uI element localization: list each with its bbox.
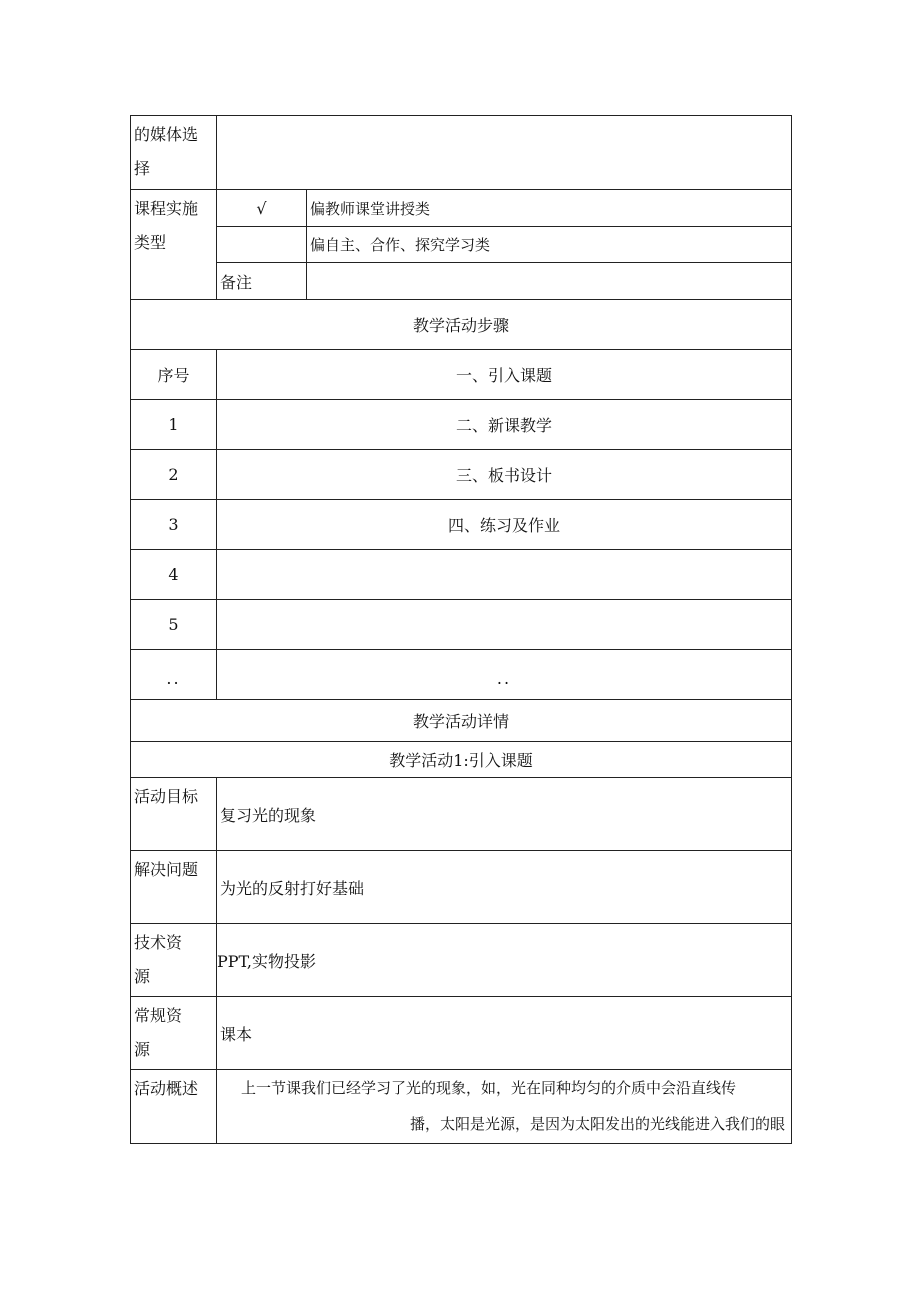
step-index: .. (131, 650, 217, 700)
steps-header-row (131, 350, 792, 400)
regular-value: 课本 (217, 997, 792, 1070)
goal-row (131, 778, 792, 851)
step-index: 1 (131, 400, 217, 450)
step-row (131, 400, 792, 450)
steps-title: 教学活动步骤 (131, 300, 792, 350)
goal-value: 复习光的现象 (217, 778, 792, 851)
step-content (217, 600, 792, 650)
step-index: 4 (131, 550, 217, 600)
regular-label-line2: 源 (134, 1040, 151, 1059)
course-type-label-line2: 类型 (134, 233, 167, 252)
step-row (131, 500, 792, 550)
tech-label-line1: 技术资 (134, 933, 183, 952)
tech-value: PPT,实物投影 (217, 924, 792, 997)
check-mark (217, 227, 307, 263)
activity-title-row (131, 742, 792, 778)
tech-label-line2: 源 (134, 967, 151, 986)
step-index: 3 (131, 500, 217, 550)
step-content: 四、练习及作业 (217, 500, 792, 550)
remark-row (131, 263, 792, 300)
step-row (131, 550, 792, 600)
tech-row (131, 924, 792, 997)
details-title: 教学活动详情 (131, 700, 792, 742)
regular-label-line1: 常规资 (134, 1006, 183, 1025)
remark-label: 备注 (217, 263, 307, 300)
media-value (217, 116, 792, 190)
media-label (131, 116, 217, 190)
lesson-plan-table (130, 115, 792, 1144)
step-index: 2 (131, 450, 217, 500)
problem-row (131, 851, 792, 924)
tech-label (131, 924, 217, 997)
course-type-label-line1: 课程实施 (134, 199, 199, 218)
media-row (131, 116, 792, 190)
media-label-line1: 的媒体选 (134, 125, 199, 144)
media-label-line2: 择 (134, 159, 151, 178)
overview-row (131, 1070, 792, 1144)
regular-row (131, 997, 792, 1070)
step-content: 三、板书设计 (217, 450, 792, 500)
course-type-option: 偏教师课堂讲授类 (307, 190, 792, 227)
step-content: 二、新课教学 (217, 400, 792, 450)
problem-label: 解决问题 (131, 851, 217, 924)
course-type-row-2 (131, 227, 792, 263)
overview-line-1: 上一节课我们已经学习了光的现象，如，光在同种均匀的介质中会沿直线传 (241, 1079, 737, 1097)
remark-value (307, 263, 792, 300)
step-index: 5 (131, 600, 217, 650)
step-content (217, 550, 792, 600)
regular-label (131, 997, 217, 1070)
course-type-row-1 (131, 190, 792, 227)
step-row (131, 650, 792, 700)
goal-label: 活动目标 (131, 778, 217, 851)
details-title-row (131, 700, 792, 742)
step-row (131, 450, 792, 500)
steps-header-content: 一、引入课题 (217, 350, 792, 400)
steps-header-index: 序号 (131, 350, 217, 400)
overview-text (217, 1070, 792, 1144)
activity-title: 教学活动1:引入课题 (131, 742, 792, 778)
overview-label: 活动概述 (131, 1070, 217, 1144)
step-content: .. (217, 650, 792, 700)
check-mark: √ (217, 190, 307, 227)
problem-value: 为光的反射打好基础 (217, 851, 792, 924)
steps-title-row (131, 300, 792, 350)
overview-line-2: 播，太阳是光源，是因为太阳发出的光线能进入我们的眼 (409, 1115, 785, 1133)
course-type-option: 偏自主、合作、探究学习类 (307, 227, 792, 263)
step-row (131, 600, 792, 650)
course-type-label (131, 190, 217, 300)
